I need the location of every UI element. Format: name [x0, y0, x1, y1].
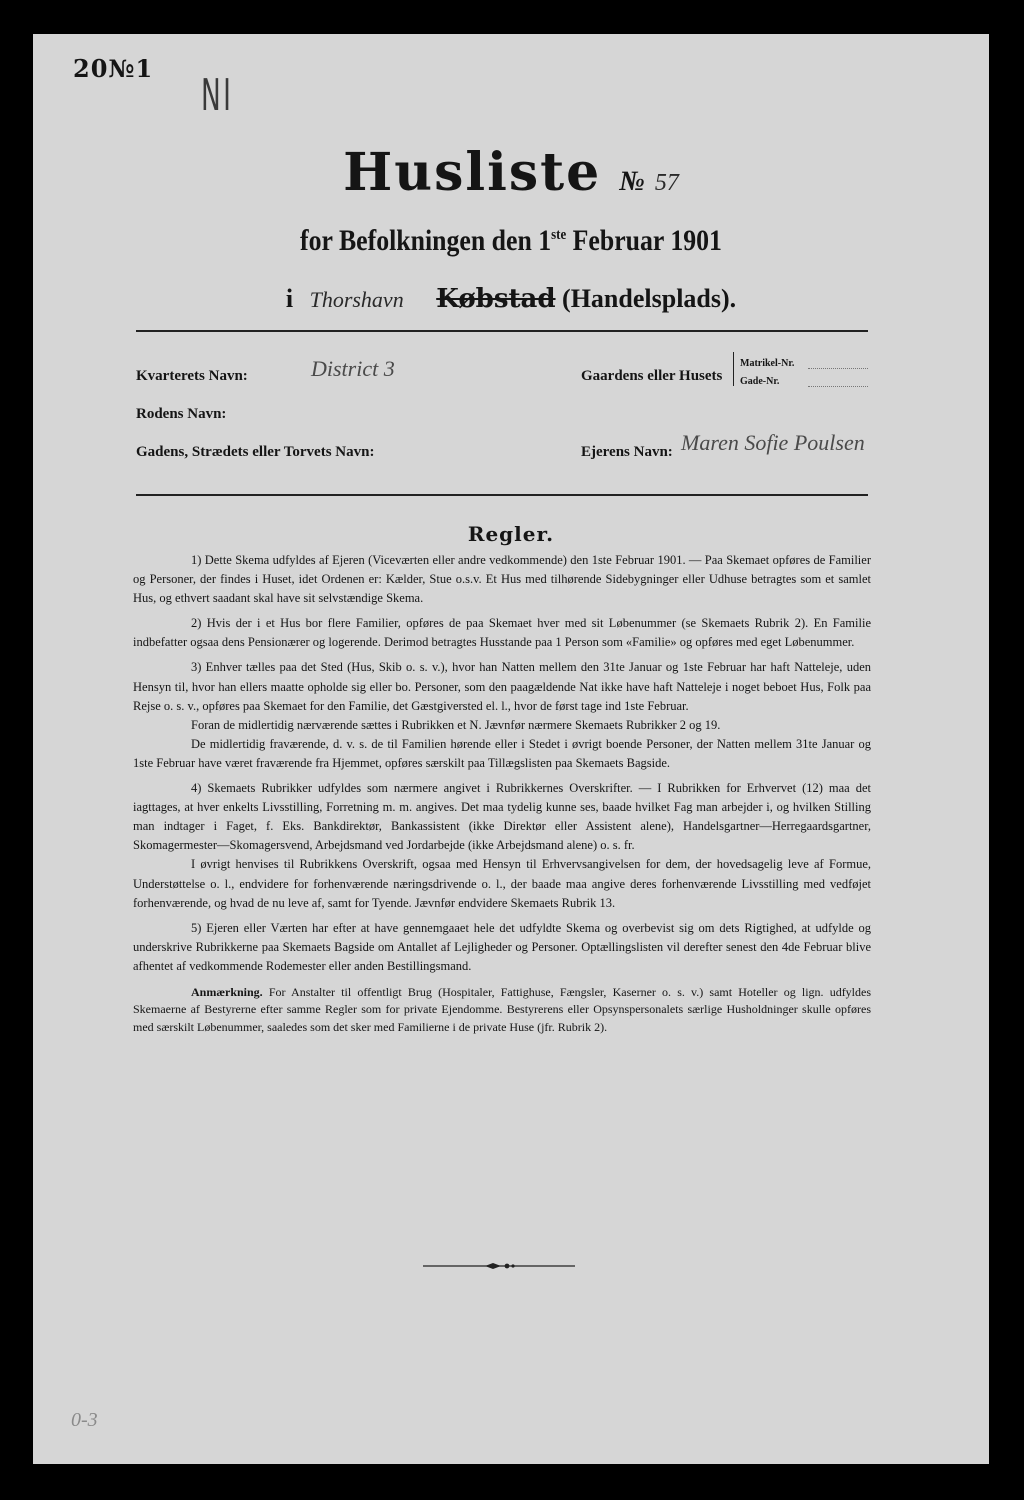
gaard-brace — [733, 352, 738, 386]
gaard-label: Gaardens eller Husets — [581, 368, 723, 384]
divider-bottom — [136, 494, 868, 496]
rule-5: 5) Ejeren eller Værten har efter at have gennemgaaet hele det udfyldte Skema og overbevist sig om dets Rigtighed, at udfylde og underskrive Rubrikkerne paa Skemaets Bagside om Antallet af Lejligheder og Personer. Optællingslisten vil derefter senest den 4de Februar blive afhentet af vedkommende Rodemester eller anden Bestillingsmand. — [133, 920, 871, 973]
location-value: Thorshavn — [309, 287, 404, 312]
gade-label: Gadens, Strædets eller Torvets Navn: — [136, 444, 375, 460]
subtitle-prefix: for Befolkningen den 1 — [300, 224, 552, 257]
ejer-label: Ejerens Navn: — [581, 444, 673, 460]
rule-1: 1) Dette Skema udfyldes af Ejeren (Viceværten eller andre vedkommende) den 1ste Februar 1901. — Paa Skemaet opføres de Familier og Personer, der findes i Huset, idet Ordenen er: Kælder, Stue o.s.v. Et Hus med tilhørende Sidebygninger eller Udhuse betragtes som et samlet Hus, og ethvert saadant skal have sit selvstændige Skema. — [133, 553, 871, 606]
matrikel-line — [808, 368, 868, 369]
rule-3: 3) Enhver tælles paa det Sted (Hus, Skib o. s. v.), hvor han Natten mellem den 31te Januar og 1ste Februar har haft Natteleje, uden Hensyn til, hvor han ellers maatte opholde sig eller bo. Personer, som den paagældende Nat ikke have haft Natteleje i noget beboet Hus, Folk paa Rejse o. s. v., opføres paa Skemaet for den Familie, det Gæstgiversted el. l., hvor de først tage ind 1ste Februar. — [133, 660, 871, 713]
kvarter-value: District 3 — [311, 356, 395, 381]
roden-label: Rodens Navn: — [136, 406, 227, 422]
pencil-mark: NI — [201, 70, 234, 121]
stamp-number: 20№1 — [73, 54, 154, 83]
number-value: 57 — [654, 170, 679, 196]
title-text: Husliste — [343, 142, 602, 203]
matrikel-label: Matrikel-Nr. — [740, 358, 795, 369]
subtitle-suffix: Februar 1901 — [572, 224, 722, 257]
page-title — [33, 142, 989, 203]
location-struck: Købstad — [436, 284, 556, 314]
rules-body — [133, 551, 871, 1042]
divider-top — [136, 330, 868, 332]
location-line — [33, 284, 989, 314]
note-heading: Anmærkning. — [191, 984, 263, 999]
kvarter-label: Kvarterets Navn: — [136, 368, 248, 384]
location-prefix: i — [285, 284, 294, 313]
rules-title: Regler. — [467, 522, 555, 546]
subtitle-sup: ste — [551, 227, 567, 243]
note-paragraph — [133, 984, 871, 1037]
gade-nr-label: Gade-Nr. — [740, 376, 780, 387]
rule-4: 4) Skemaets Rubrikker udfyldes som nærmere angivet i Rubrikkernes Overskrifter. — I Rubrikken for Erhvervet (12) maa det iagttages, at hver enkelts Livsstilling, Forretning m. m. angives. Det maa tydelig kunne ses, baade hvilket Fag man arbejder i, og hvilken Stilling man indtager i Faget, f. Eks. Bankdirektør, Bankassistent (ikke Direktør eller Assistent alene), Handelsgartner—Herregaardsgartner, Skomagermester—Skomagersvend, Arbejdsmand ved Jordarbejde (ikke Arbejdsmand alene) o. s. fr. — [133, 781, 871, 853]
number-label: № — [619, 166, 645, 197]
corner-pencil-mark: 0-3 — [71, 1409, 98, 1431]
rule-3-note-a: Foran de midlertidig nærværende sættes i Rubrikken et N. Jævnfør nærmere Skemaets Rubrikker 2 og 19. — [191, 717, 721, 732]
location-suffix: (Handelsplads). — [562, 284, 737, 313]
note-text: For Anstalter til offentligt Brug (Hospitaler, Fattighuse, Fængsler, Kaserner o. s. v.) samt Hoteller og lign. udfyldes Skemaerne af Bestyrerne efter samme Regler som for private Ejendomme. Bestyrerens eller Opsynspersonalets særlige Husholdninger skulle opføres med særskilt Løbenummer, saaledes som det sker med Familierne i de private Huse (jfr. Rubrik 2). — [133, 984, 872, 1034]
rule-4-note: I øvrigt henvises til Rubrikkens Overskrift, ogsaa med Hensyn til Erhvervsangivelsen for dem, der hovedsagelig leve af Formue, Understøttelse o. l., endvidere for forhenværende næringsdrivende o. l., der baade maa angive deres forhenværende Livsstilling med vedføjet forhenværende, og hvad de nu leve af, samt for Tyende. Jævnfør endvidere Skemaets Rubrik 13. — [133, 857, 871, 910]
ejer-value: Maren Sofie Poulsen — [681, 430, 865, 455]
ornament-divider — [423, 1261, 575, 1271]
subtitle — [100, 224, 922, 258]
rule-3-note-b: De midlertidig fraværende, d. v. s. de til Familien hørende eller i Stedet i øvrigt boende Personer, der Natten mellem 31te Januar og 1ste Februar have været fraværende fra Hjemmet, opføres særskilt paa Tillægslisten paa Skemaets Bagside. — [133, 736, 871, 770]
rule-2: 2) Hvis der i et Hus bor flere Familier, opføres de paa Skemaet hver med sit Løbenummer (se Skemaets Rubrik 2). En Familie indbefatter ogsaa dens Pensionærer og logerende. Derimod betragtes Husstande paa 1 Person som «Familie» og opføres med eget Løbenummer. — [133, 616, 871, 650]
gade-nr-line — [808, 386, 868, 387]
document-page — [33, 34, 989, 1464]
